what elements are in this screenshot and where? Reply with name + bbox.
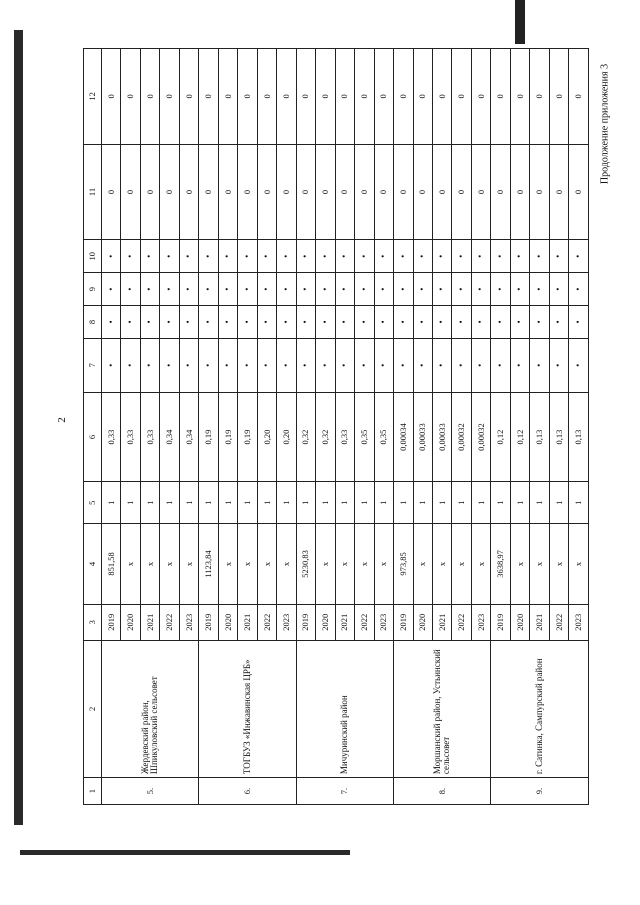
year-cell: 2020	[121, 604, 140, 640]
value-cell: •	[296, 338, 315, 392]
value-cell: •	[432, 306, 451, 339]
value-cell: •	[335, 273, 354, 306]
value-cell: x	[140, 524, 159, 605]
rotated-table-container	[83, 48, 589, 805]
value-cell: •	[569, 273, 589, 306]
value-cell: 0	[121, 49, 140, 145]
value-cell: 0,20	[257, 392, 276, 482]
value-cell: •	[530, 273, 549, 306]
value-cell: •	[199, 240, 218, 273]
value-cell: 1	[394, 482, 413, 524]
value-cell: 0,35	[374, 392, 393, 482]
value-cell: 0	[140, 144, 159, 240]
value-cell: 0	[394, 144, 413, 240]
value-cell: 0,13	[530, 392, 549, 482]
value-cell: •	[140, 338, 159, 392]
value-cell: •	[160, 306, 179, 339]
value-cell: •	[394, 306, 413, 339]
value-cell: •	[432, 240, 451, 273]
value-cell: •	[179, 273, 198, 306]
value-cell: •	[510, 306, 529, 339]
value-cell: 0	[238, 144, 257, 240]
value-cell: •	[374, 338, 393, 392]
year-cell: 2019	[102, 604, 121, 640]
year-cell: 2021	[140, 604, 159, 640]
value-cell: 0	[257, 49, 276, 145]
value-cell: 0	[238, 49, 257, 145]
value-cell: •	[121, 273, 140, 306]
value-cell: 0	[140, 49, 159, 145]
header-cell: 11	[84, 144, 102, 240]
year-cell: 2019	[394, 604, 413, 640]
value-cell: 0,20	[277, 392, 296, 482]
header-cell: 5	[84, 482, 102, 524]
value-cell: •	[471, 240, 490, 273]
header-cell: 9	[84, 273, 102, 306]
value-cell: 0,00034	[394, 392, 413, 482]
value-cell: 0	[257, 144, 276, 240]
value-cell: 0	[413, 144, 432, 240]
value-cell: •	[355, 273, 374, 306]
scan-edge-shadow-bottom	[20, 850, 350, 855]
header-cell: 12	[84, 49, 102, 145]
value-cell: 0	[491, 49, 510, 145]
value-cell: x	[355, 524, 374, 605]
value-cell: •	[452, 338, 471, 392]
row-number-cell: 6.	[199, 778, 296, 805]
scan-edge-shadow-left	[14, 30, 23, 825]
year-cell: 2022	[452, 604, 471, 640]
value-cell: 0,00032	[452, 392, 471, 482]
value-cell: x	[179, 524, 198, 605]
value-cell: •	[257, 240, 276, 273]
value-cell: 0,35	[355, 392, 374, 482]
value-cell: x	[471, 524, 490, 605]
value-cell: •	[413, 240, 432, 273]
organization-name-cell: Моршанский район, Устьинский сельсовет	[394, 640, 491, 777]
header-cell: 1	[84, 778, 102, 805]
value-cell: 0	[355, 49, 374, 145]
value-cell: 0	[413, 49, 432, 145]
value-cell: •	[355, 306, 374, 339]
value-cell: 0	[160, 49, 179, 145]
data-table	[83, 48, 589, 805]
table-row	[199, 49, 218, 805]
value-cell: 1	[413, 482, 432, 524]
value-cell: •	[102, 240, 121, 273]
organization-name-cell: Мичуринский район	[296, 640, 393, 777]
value-cell: •	[160, 338, 179, 392]
value-cell: 0	[296, 49, 315, 145]
value-cell: •	[296, 240, 315, 273]
value-cell: •	[179, 240, 198, 273]
header-cell: 4	[84, 524, 102, 605]
value-cell: •	[218, 306, 237, 339]
header-cell: 8	[84, 306, 102, 339]
value-cell: •	[316, 338, 335, 392]
value-cell: •	[140, 240, 159, 273]
value-cell: •	[335, 240, 354, 273]
year-cell: 2023	[569, 604, 589, 640]
value-cell: 973,85	[394, 524, 413, 605]
value-cell: x	[432, 524, 451, 605]
value-cell: 1	[530, 482, 549, 524]
value-cell: 0,12	[491, 392, 510, 482]
value-cell: 1	[432, 482, 451, 524]
value-cell: •	[452, 240, 471, 273]
value-cell: 0,34	[160, 392, 179, 482]
value-cell: •	[102, 338, 121, 392]
value-cell: x	[452, 524, 471, 605]
value-cell: •	[413, 273, 432, 306]
value-cell: •	[549, 273, 568, 306]
header-cell: 3	[84, 604, 102, 640]
value-cell: 0	[277, 49, 296, 145]
value-cell: •	[491, 338, 510, 392]
value-cell: x	[510, 524, 529, 605]
table-row	[296, 49, 315, 805]
value-cell: x	[530, 524, 549, 605]
value-cell: x	[569, 524, 589, 605]
value-cell: •	[471, 273, 490, 306]
value-cell: x	[413, 524, 432, 605]
value-cell: •	[316, 240, 335, 273]
value-cell: 0	[471, 49, 490, 145]
year-cell: 2022	[160, 604, 179, 640]
header-cell: 6	[84, 392, 102, 482]
year-cell: 2021	[432, 604, 451, 640]
value-cell: x	[549, 524, 568, 605]
value-cell: 1	[549, 482, 568, 524]
value-cell: 0	[316, 144, 335, 240]
value-cell: 0	[452, 144, 471, 240]
value-cell: •	[491, 273, 510, 306]
year-cell: 2021	[335, 604, 354, 640]
year-cell: 2023	[374, 604, 393, 640]
organization-name-cell: Жердевский район, Шпикуловский сельсовет	[102, 640, 199, 777]
value-cell: 0	[569, 144, 589, 240]
value-cell: •	[569, 338, 589, 392]
value-cell: •	[218, 273, 237, 306]
value-cell: •	[394, 338, 413, 392]
value-cell: •	[257, 338, 276, 392]
value-cell: •	[238, 240, 257, 273]
value-cell: x	[160, 524, 179, 605]
value-cell: 0,33	[140, 392, 159, 482]
year-cell: 2019	[296, 604, 315, 640]
value-cell: •	[121, 306, 140, 339]
value-cell: 0,12	[510, 392, 529, 482]
value-cell: •	[218, 240, 237, 273]
year-cell: 2023	[179, 604, 198, 640]
value-cell: •	[394, 240, 413, 273]
value-cell: 0	[335, 49, 354, 145]
table-caption-text: Продолжение приложения 3	[599, 63, 611, 185]
row-number-cell: 7.	[296, 778, 393, 805]
value-cell: •	[471, 306, 490, 339]
value-cell: 0,00032	[471, 392, 490, 482]
value-cell: •	[238, 306, 257, 339]
year-cell: 2022	[549, 604, 568, 640]
value-cell: •	[413, 306, 432, 339]
value-cell: •	[491, 306, 510, 339]
value-cell: •	[413, 338, 432, 392]
header-cell: 10	[84, 240, 102, 273]
value-cell: •	[102, 306, 121, 339]
scan-edge-shadow-top	[515, 0, 525, 44]
value-cell: •	[530, 338, 549, 392]
value-cell: •	[374, 306, 393, 339]
table-caption	[599, 63, 611, 185]
header-cell: 2	[84, 640, 102, 777]
value-cell: x	[218, 524, 237, 605]
value-cell: •	[355, 338, 374, 392]
value-cell: •	[569, 240, 589, 273]
value-cell: •	[549, 240, 568, 273]
year-cell: 2019	[199, 604, 218, 640]
value-cell: 0,13	[549, 392, 568, 482]
value-cell: •	[452, 273, 471, 306]
year-cell: 2021	[530, 604, 549, 640]
value-cell: 0	[374, 49, 393, 145]
value-cell: x	[238, 524, 257, 605]
row-number-cell: 9.	[491, 778, 589, 805]
value-cell: 5230,83	[296, 524, 315, 605]
row-number-cell: 8.	[394, 778, 491, 805]
value-cell: 0,32	[296, 392, 315, 482]
value-cell: 1	[471, 482, 490, 524]
value-cell: •	[491, 240, 510, 273]
value-cell: •	[179, 338, 198, 392]
value-cell: •	[355, 240, 374, 273]
value-cell: 0	[355, 144, 374, 240]
value-cell: •	[394, 273, 413, 306]
value-cell: 0	[199, 144, 218, 240]
year-cell: 2020	[316, 604, 335, 640]
value-cell: 0	[549, 144, 568, 240]
table-row	[394, 49, 413, 805]
value-cell: 1	[374, 482, 393, 524]
value-cell: 1	[316, 482, 335, 524]
value-cell: 1123,84	[199, 524, 218, 605]
value-cell: 0,32	[316, 392, 335, 482]
value-cell: •	[121, 240, 140, 273]
value-cell: 0	[296, 144, 315, 240]
value-cell: •	[432, 273, 451, 306]
value-cell: •	[335, 306, 354, 339]
value-cell: 0	[374, 144, 393, 240]
value-cell: •	[257, 273, 276, 306]
value-cell: 0	[510, 144, 529, 240]
value-cell: •	[238, 338, 257, 392]
value-cell: •	[335, 338, 354, 392]
year-cell: 2022	[355, 604, 374, 640]
value-cell: 0	[394, 49, 413, 145]
value-cell: •	[296, 306, 315, 339]
value-cell: 0,13	[569, 392, 589, 482]
value-cell: 1	[355, 482, 374, 524]
value-cell: 0	[432, 49, 451, 145]
value-cell: 0	[218, 144, 237, 240]
page-number: 2	[56, 417, 68, 423]
value-cell: 1	[296, 482, 315, 524]
value-cell: 1	[277, 482, 296, 524]
table-row	[491, 49, 510, 805]
value-cell: 0	[160, 144, 179, 240]
value-cell: 1	[335, 482, 354, 524]
value-cell: 0	[121, 144, 140, 240]
value-cell: x	[121, 524, 140, 605]
value-cell: 1	[491, 482, 510, 524]
value-cell: •	[199, 306, 218, 339]
value-cell: •	[452, 306, 471, 339]
value-cell: 851,58	[102, 524, 121, 605]
value-cell: 1	[257, 482, 276, 524]
header-row	[84, 49, 102, 805]
value-cell: 0,19	[218, 392, 237, 482]
value-cell: 0	[549, 49, 568, 145]
value-cell: •	[510, 338, 529, 392]
value-cell: 0,00033	[432, 392, 451, 482]
value-cell: 0	[471, 144, 490, 240]
value-cell: 1	[179, 482, 198, 524]
value-cell: •	[549, 306, 568, 339]
value-cell: 0,19	[238, 392, 257, 482]
value-cell: 0	[530, 49, 549, 145]
value-cell: x	[257, 524, 276, 605]
value-cell: •	[277, 240, 296, 273]
value-cell: •	[121, 338, 140, 392]
value-cell: 0,00033	[413, 392, 432, 482]
value-cell: 1	[218, 482, 237, 524]
value-cell: •	[277, 306, 296, 339]
value-cell: 0	[199, 49, 218, 145]
value-cell: x	[335, 524, 354, 605]
value-cell: •	[140, 306, 159, 339]
value-cell: •	[199, 338, 218, 392]
value-cell: 0	[432, 144, 451, 240]
year-cell: 2020	[218, 604, 237, 640]
value-cell: •	[432, 338, 451, 392]
value-cell: •	[316, 273, 335, 306]
organization-name-cell: ТОГБУЗ «Инжавинская ЦРБ»	[199, 640, 296, 777]
value-cell: •	[569, 306, 589, 339]
value-cell: •	[374, 273, 393, 306]
row-number-cell: 5.	[102, 778, 199, 805]
table-row	[102, 49, 121, 805]
value-cell: x	[277, 524, 296, 605]
value-cell: •	[374, 240, 393, 273]
value-cell: 0	[491, 144, 510, 240]
value-cell: 0	[510, 49, 529, 145]
value-cell: 1	[140, 482, 159, 524]
value-cell: •	[140, 273, 159, 306]
value-cell: •	[277, 273, 296, 306]
value-cell: •	[549, 338, 568, 392]
value-cell: 1	[569, 482, 589, 524]
value-cell: 0	[179, 144, 198, 240]
table-body	[102, 49, 589, 805]
value-cell: 1	[160, 482, 179, 524]
value-cell: •	[160, 273, 179, 306]
value-cell: 0	[569, 49, 589, 145]
value-cell: •	[160, 240, 179, 273]
value-cell: x	[374, 524, 393, 605]
value-cell: 0	[277, 144, 296, 240]
value-cell: •	[530, 240, 549, 273]
value-cell: •	[510, 240, 529, 273]
year-cell: 2019	[491, 604, 510, 640]
value-cell: 1	[238, 482, 257, 524]
value-cell: 0	[335, 144, 354, 240]
value-cell: •	[530, 306, 549, 339]
value-cell: •	[471, 338, 490, 392]
value-cell: x	[316, 524, 335, 605]
year-cell: 2023	[277, 604, 296, 640]
year-cell: 2022	[257, 604, 276, 640]
value-cell: 0,19	[199, 392, 218, 482]
value-cell: •	[257, 306, 276, 339]
value-cell: 1	[102, 482, 121, 524]
value-cell: 1	[452, 482, 471, 524]
year-cell: 2021	[238, 604, 257, 640]
value-cell: 0	[530, 144, 549, 240]
value-cell: 0,33	[335, 392, 354, 482]
value-cell: 0	[102, 49, 121, 145]
year-cell: 2023	[471, 604, 490, 640]
value-cell: 0	[452, 49, 471, 145]
value-cell: •	[510, 273, 529, 306]
value-cell: •	[102, 273, 121, 306]
value-cell: 0,34	[179, 392, 198, 482]
value-cell: •	[277, 338, 296, 392]
value-cell: 1	[199, 482, 218, 524]
value-cell: 0	[316, 49, 335, 145]
value-cell: •	[238, 273, 257, 306]
value-cell: •	[179, 306, 198, 339]
value-cell: 0,33	[121, 392, 140, 482]
value-cell: 1	[121, 482, 140, 524]
value-cell: •	[296, 273, 315, 306]
value-cell: 3638,97	[491, 524, 510, 605]
value-cell: 0	[179, 49, 198, 145]
value-cell: 0,33	[102, 392, 121, 482]
value-cell: 0	[218, 49, 237, 145]
value-cell: •	[316, 306, 335, 339]
year-cell: 2020	[510, 604, 529, 640]
value-cell: •	[218, 338, 237, 392]
value-cell: •	[199, 273, 218, 306]
year-cell: 2020	[413, 604, 432, 640]
value-cell: 1	[510, 482, 529, 524]
value-cell: 0	[102, 144, 121, 240]
header-cell: 7	[84, 338, 102, 392]
organization-name-cell: г. Сатинка, Сампурский район	[491, 640, 589, 777]
